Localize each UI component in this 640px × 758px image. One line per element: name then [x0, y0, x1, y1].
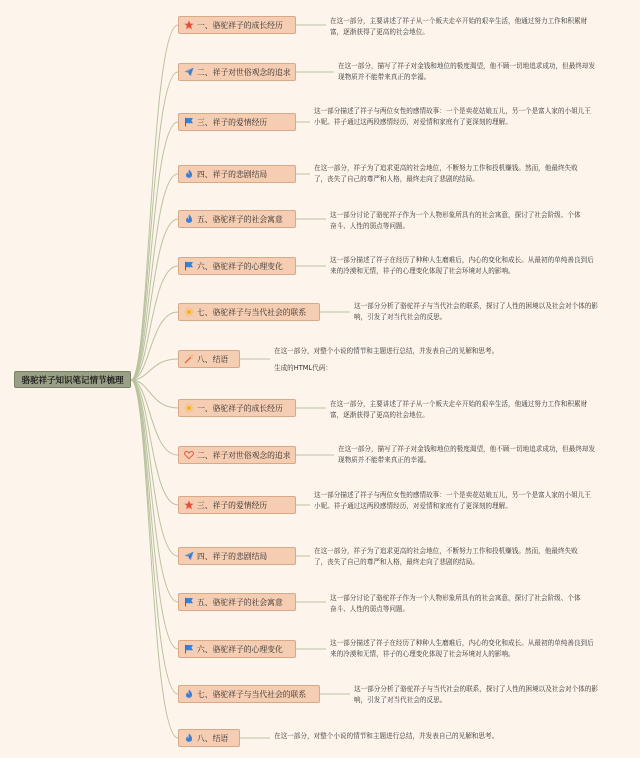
branch-label: 三、祥子的爱情经历 — [197, 500, 268, 510]
flag-icon — [184, 644, 194, 654]
branch-description: 在这一部分，祥子为了追求更高的社会地位，不断努力工作和投机赚钱。然而，他最终失败了，丧失了自己的尊严和人格，最终走向了悲剧的结局。 — [314, 547, 578, 566]
branch-description: 这一部分描述了祥子与两位女性的感情故事：一个是卖花姑娘五儿，另一个是富人家的小姐儿王小妮。祥子通过这两段感情经历，对爱情和家庭有了更深刻的理解。 — [314, 491, 591, 510]
star-icon — [184, 500, 194, 510]
branch-label: 一、骆驼祥子的成长经历 — [197, 20, 283, 30]
branch-label: 三、祥子的爱情经历 — [197, 117, 268, 127]
branch-description: 在这一部分，主要讲述了祥子从一个贩夫走卒开始的艰辛生活，他通过努力工作和积累财富，逐渐获得了更高的社会地位。 — [330, 17, 588, 36]
branch-label: 四、祥子的悲剧结局 — [197, 169, 268, 179]
branch-description: 在这一部分，主要讲述了祥子从一个贩夫走卒开始的艰辛生活，他通过努力工作和积累财富，逐渐获得了更高的社会地位。 — [330, 400, 588, 419]
paper-plane-icon — [184, 551, 194, 561]
branch-label: 八、结语 — [197, 733, 229, 743]
branch-node[interactable] — [178, 446, 296, 464]
branch-description: 这一部分讨论了骆驼祥子作为一个人物形象所具有的社会寓意，探讨了社会阶级、个体奋斗、人性的弱点等问题。 — [330, 594, 581, 613]
branch-node[interactable] — [178, 547, 296, 565]
branch-node[interactable] — [178, 640, 296, 658]
connector-line — [131, 25, 178, 380]
connector-line — [131, 380, 178, 556]
branch-description-extra: 生成的HTML代码： — [274, 364, 332, 372]
branch-label: 八、结语 — [197, 354, 229, 364]
branch-description: 在这一部分，对整个小说的情节和主题进行总结，并发表自己的见解和思考。 — [274, 732, 499, 740]
heart-icon — [184, 450, 194, 460]
paper-plane-icon — [184, 67, 194, 77]
branch-description: 这一部分分析了骆驼祥子与当代社会的联系，探讨了人性的困境以及社会对个体的影响，引发了对当代社会的反思。 — [354, 302, 598, 321]
branch-label: 一、骆驼祥子的成长经历 — [197, 403, 283, 413]
branch-label: 七、骆驼祥子与当代社会的联系 — [197, 307, 307, 317]
branch-label: 六、骆驼祥子的心理变化 — [197, 644, 283, 654]
connector-line — [131, 72, 178, 380]
branch-label: 七、骆驼祥子与当代社会的联系 — [197, 689, 307, 699]
branch-node[interactable] — [178, 685, 320, 703]
branch-label: 二、祥子对世俗观念的追求 — [197, 67, 291, 77]
branch-description: 在这一部分，描写了祥子对金钱和地位的极度渴望，他不顾一切地追求成功，但最终却发现物质并不能带来真正的幸福。 — [338, 62, 596, 81]
root-node[interactable]: 骆驼祥子知识笔记情节梳理 — [14, 371, 131, 388]
sun-icon — [184, 403, 194, 413]
branch-description: 这一部分讨论了骆驼祥子作为一个人物形象所具有的社会寓意，探讨了社会阶级、个体奋斗、人性的弱点等问题。 — [330, 211, 581, 230]
branch-node[interactable] — [178, 399, 296, 417]
flame-icon — [184, 214, 194, 224]
branch-description: 这一部分描述了祥子在经历了种种人生磨难后，内心的变化和成长。从最初的单纯善良到后来的冷漠和无情，祥子的心理变化体现了社会环境对人的影响。 — [330, 256, 594, 275]
branch-description: 这一部分描述了祥子与两位女性的感情故事：一个是卖花姑娘五儿，另一个是富人家的小姐儿王小妮。祥子通过这两段感情经历，对爱情和家庭有了更深刻的理解。 — [314, 107, 591, 126]
branch-node[interactable] — [178, 257, 296, 275]
branch-node[interactable] — [178, 350, 240, 368]
branch-node[interactable] — [178, 593, 296, 611]
branch-node[interactable] — [178, 113, 296, 131]
branch-node[interactable] — [178, 165, 296, 183]
flame-icon — [184, 689, 194, 699]
connector-line — [131, 219, 178, 380]
star-icon — [184, 20, 194, 30]
branch-label: 四、祥子的悲剧结局 — [197, 551, 268, 561]
branch-node[interactable] — [178, 210, 296, 228]
branch-description: 这一部分分析了骆驼祥子与当代社会的联系，探讨了人性的困境以及社会对个体的影响，引发了对当代社会的反思。 — [354, 685, 598, 704]
flame-icon — [184, 733, 194, 743]
branch-node[interactable] — [178, 729, 240, 747]
flag-icon — [184, 117, 194, 127]
branch-label: 六、骆驼祥子的心理变化 — [197, 261, 283, 271]
flag-icon — [184, 597, 194, 607]
branch-label: 五、骆驼祥子的社会寓意 — [197, 597, 283, 607]
connector-line — [131, 380, 178, 738]
branch-label: 五、骆驼祥子的社会寓意 — [197, 214, 283, 224]
branch-label: 二、祥子对世俗观念的追求 — [197, 450, 291, 460]
magic-wand-icon — [184, 354, 194, 364]
branch-node[interactable] — [178, 63, 296, 81]
branch-node[interactable] — [178, 496, 296, 514]
branch-description: 在这一部分，对整个小说的情节和主题进行总结，并发表自己的见解和思考。 — [274, 347, 499, 355]
branch-description: 在这一部分，祥子为了追求更高的社会地位，不断努力工作和投机赚钱。然而，他最终失败了，丧失了自己的尊严和人格，最终走向了悲剧的结局。 — [314, 164, 578, 183]
branch-description: 这一部分描述了祥子在经历了种种人生磨难后，内心的变化和成长。从最初的单纯善良到后来的冷漠和无情，祥子的心理变化体现了社会环境对人的影响。 — [330, 639, 594, 658]
branch-node[interactable] — [178, 303, 320, 321]
branch-description: 在这一部分，描写了祥子对金钱和地位的极度渴望，他不顾一切地追求成功，但最终却发现物质并不能带来真正的幸福。 — [338, 445, 596, 464]
flag-icon — [184, 261, 194, 271]
flame-icon — [184, 169, 194, 179]
branch-node[interactable] — [178, 16, 296, 34]
sun-icon — [184, 307, 194, 317]
